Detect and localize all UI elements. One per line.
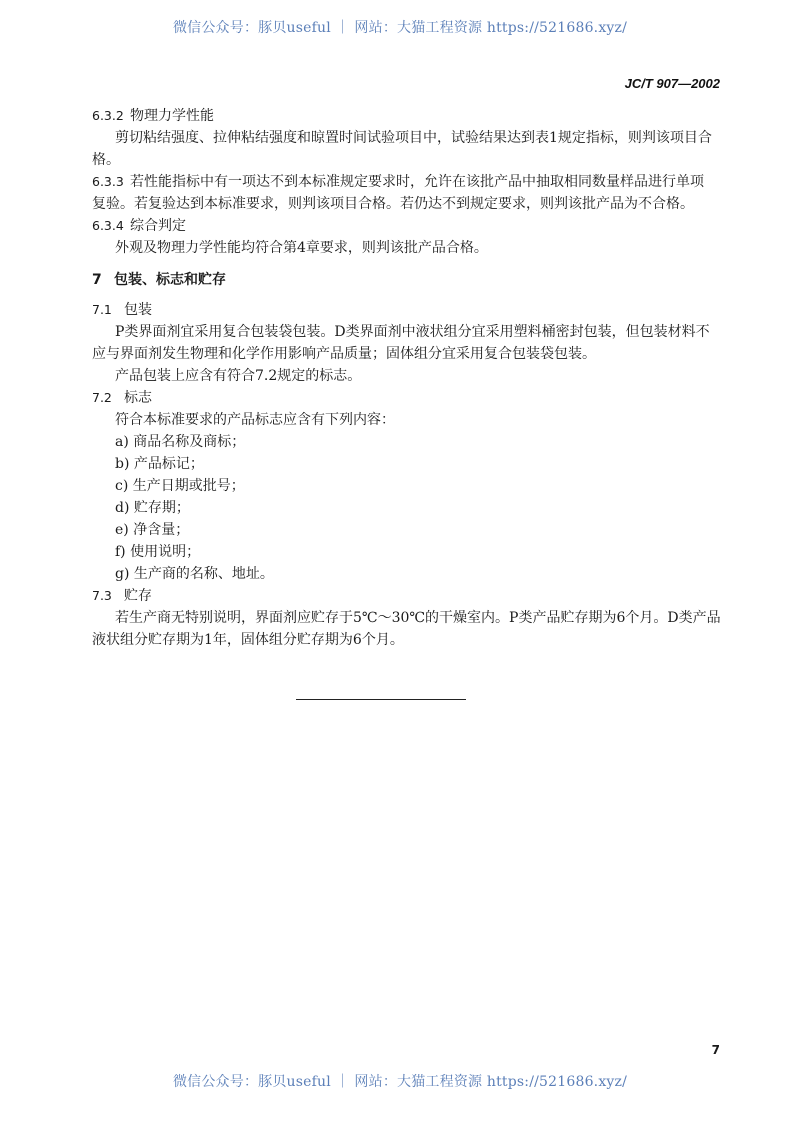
paragraph-line: 复验。若复验达到本标准要求，则判该项目合格。若仍达不到规定要求，则判该批产品为不合格。 <box>92 196 694 212</box>
watermark-bottom: 微信公众号：豚贝useful ｜ 网站：大猫工程资源 https://521686.xyz/ <box>172 1074 628 1090</box>
list-item: g) 生产商的名称、地址。 <box>115 566 274 582</box>
paragraph-line: 符合本标准要求的产品标志应含有下列内容： <box>115 412 395 428</box>
chapter-title: 包装、标志和贮存 <box>114 272 226 288</box>
paragraph-line: 外观及物理力学性能均符合第4章要求，则判该批产品合格。 <box>115 240 488 256</box>
paragraph-text: 若性能指标中有一项达不到本标准规定要求时，允许在该批产品中抽取相同数量样品进行单项 <box>130 174 704 190</box>
section-7-2-heading <box>92 388 152 408</box>
paragraph-line: 产品包装上应含有符合7.2规定的标志。 <box>115 368 362 384</box>
section-title: 综合判定 <box>130 218 186 234</box>
page-number: 7 <box>711 1043 720 1057</box>
section-6-3-3-paragraph <box>92 172 704 192</box>
section-title: 包装 <box>124 302 152 318</box>
chapter-7-heading <box>92 270 226 290</box>
chapter-number: 7 <box>92 272 102 288</box>
section-number: 7.2 <box>92 390 112 405</box>
section-number: 7.3 <box>92 588 112 603</box>
paragraph-line: 应与界面剂发生物理和化学作用影响产品质量；固体组分宜采用复合包装袋包装。 <box>92 346 596 362</box>
list-item: a) 商品名称及商标； <box>115 434 246 450</box>
section-title: 物理力学性能 <box>130 108 214 124</box>
list-item: d) 贮存期； <box>115 500 190 516</box>
section-7-3-heading <box>92 586 152 606</box>
end-rule <box>296 699 466 700</box>
section-number: 6.3.2 <box>92 108 124 123</box>
list-item: c) 生产日期或批号； <box>115 478 245 494</box>
section-number: 6.3.3 <box>92 174 124 189</box>
section-7-1-heading <box>92 300 152 320</box>
section-number: 6.3.4 <box>92 218 124 233</box>
paragraph-line: 格。 <box>92 152 120 168</box>
list-item: f) 使用说明； <box>115 544 201 560</box>
paragraph-line: P类界面剂宜采用复合包装袋包装。D类界面剂中液状组分宜采用塑料桶密封包装，但包装材料不 <box>115 324 710 340</box>
paragraph-line: 剪切粘结强度、拉伸粘结强度和晾置时间试验项目中，试验结果达到表1规定指标，则判该项目合 <box>115 130 712 146</box>
watermark-top: 微信公众号：豚贝useful ｜ 网站：大猫工程资源 https://521686.xyz/ <box>172 20 628 36</box>
section-title: 贮存 <box>124 588 152 604</box>
section-number: 7.1 <box>92 302 112 317</box>
section-6-3-4-heading <box>92 216 186 236</box>
list-item: b) 产品标记； <box>115 456 204 472</box>
paragraph-line: 液状组分贮存期为1年，固体组分贮存期为6个月。 <box>92 632 404 648</box>
list-item: e) 净含量； <box>115 522 190 538</box>
document-code: JC/T 907—2002 <box>624 76 720 91</box>
paragraph-line: 若生产商无特别说明，界面剂应贮存于5℃～30℃的干燥室内。P类产品贮存期为6个月。D类产品 <box>115 610 721 626</box>
section-title: 标志 <box>124 390 152 406</box>
section-6-3-2-heading <box>92 106 214 126</box>
